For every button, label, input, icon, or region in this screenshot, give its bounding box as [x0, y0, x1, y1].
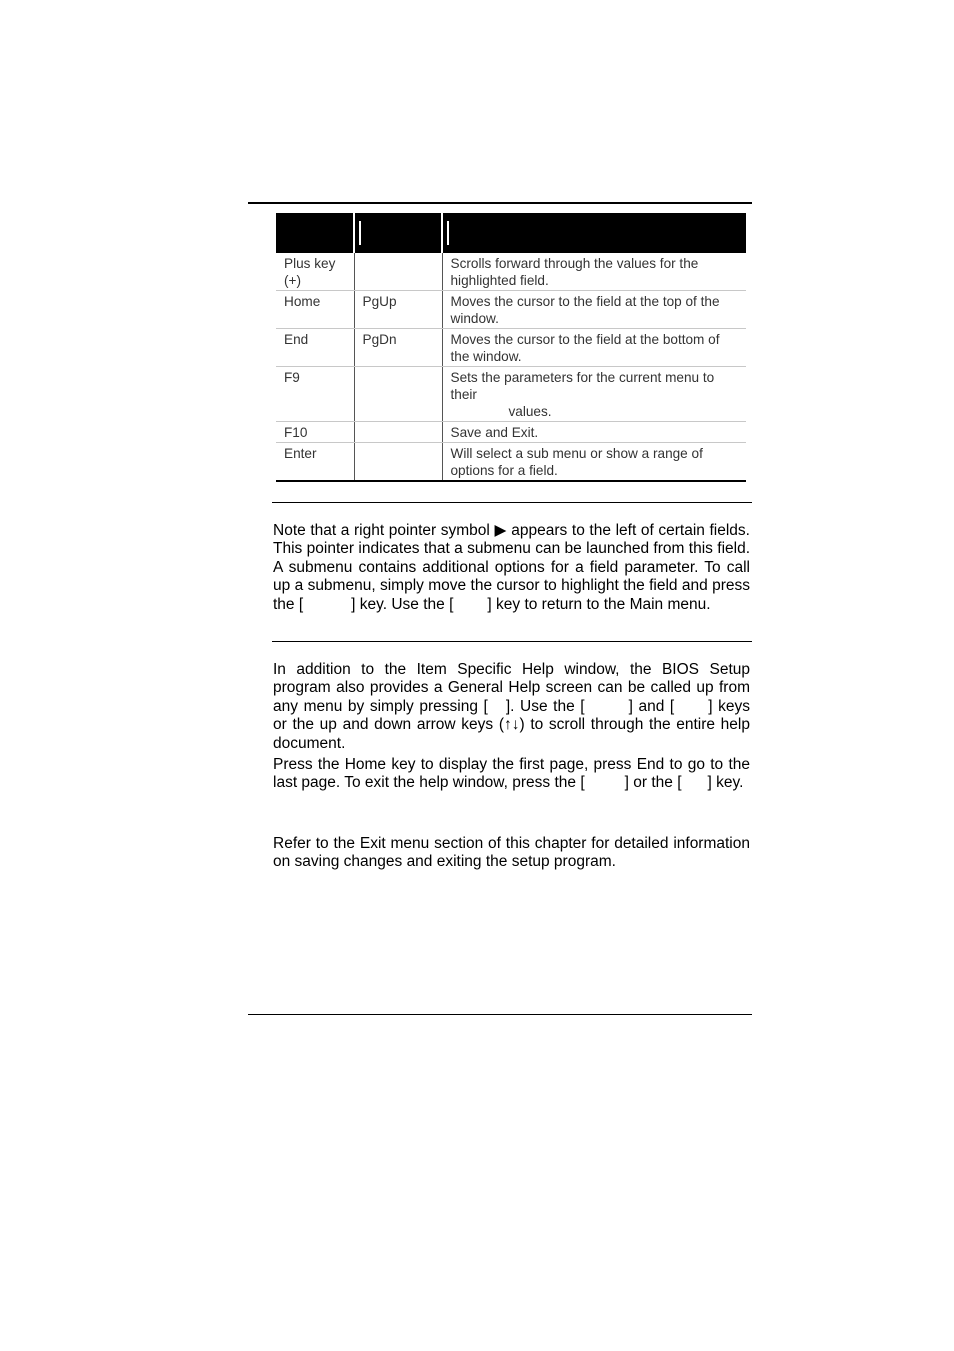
table-row [276, 422, 746, 443]
submenu-paragraph [273, 522, 750, 615]
key-cell: Enter [276, 443, 354, 482]
table-row [276, 291, 746, 329]
table-row [276, 329, 746, 367]
key-cell: F10 [276, 422, 354, 443]
key-cell: Plus key (+) [276, 253, 354, 291]
help-text-6: ] or the [ [624, 774, 682, 791]
help-text-7: ] key. [707, 774, 744, 791]
description-cell: Will select a sub menu or show a range of options for a field. [442, 443, 746, 482]
table-row [276, 253, 746, 291]
key-cell: End [276, 329, 354, 367]
submenu-section-rule [272, 502, 752, 503]
description-cell [442, 367, 746, 422]
description-cell: Moves the cursor to the field at the bottom of the window. [442, 329, 746, 367]
submenu-text-2: ] key. Use the [ [351, 595, 454, 613]
description-part: values. [508, 404, 552, 419]
help-text-1: In addition to the Item Specific Help window, the BIOS Setup program also provides a General Help screen can be called up from any menu by simply pressing [ [273, 660, 750, 715]
help-text-3: ] and [ [628, 697, 675, 715]
description-part: Sets the parameters for the current menu to their [450, 370, 715, 402]
alt-key-cell: PgDn [354, 329, 442, 367]
help-text-5: Press the Home key to display the first page, press End to go to the last page. To exit the help window, press the [ [273, 755, 750, 791]
key-cell: F9 [276, 367, 354, 422]
table-row [276, 367, 746, 422]
header-cell-1 [276, 213, 354, 253]
alt-key-cell [354, 422, 442, 443]
help-paragraph [273, 661, 750, 754]
help-text-4: ] keys or the up and down arrow keys (↑↓) to scroll through the entire help document. [273, 697, 751, 752]
header-cell-2 [354, 213, 442, 253]
table-row [276, 443, 746, 482]
table-header [276, 213, 746, 253]
bottom-rule [248, 1014, 752, 1015]
description-cell: Scrolls forward through the values for the highlighted field. [442, 253, 746, 291]
alt-key-cell [354, 367, 442, 422]
exit-paragraph: Refer to the Exit menu section of this chapter for detailed information on saving changes and exiting the setup program. [273, 834, 750, 870]
submenu-text-1: Note that a right pointer symbol ▶ appears to the left of certain fields. This pointer indicates that a submenu can be launched from this field. A submenu contains additional options for a field parameter. To call up a submenu, simply move the cursor to highlight the field and press the [ [273, 521, 750, 613]
description-cell: Moves the cursor to the field at the top of the window. [442, 291, 746, 329]
help-paragraph-2 [273, 756, 750, 793]
alt-key-cell: PgUp [354, 291, 442, 329]
top-rule [248, 202, 752, 204]
header-cell-3 [442, 213, 746, 253]
help-section-rule [272, 641, 752, 642]
alt-key-cell [354, 253, 442, 291]
alt-key-cell [354, 443, 442, 482]
key-cell: Home [276, 291, 354, 329]
key-table [276, 213, 746, 482]
submenu-text-3: ] key to return to the Main menu. [487, 595, 711, 613]
help-text-2: ]. Use the [ [505, 697, 585, 715]
description-cell: Save and Exit. [442, 422, 746, 443]
